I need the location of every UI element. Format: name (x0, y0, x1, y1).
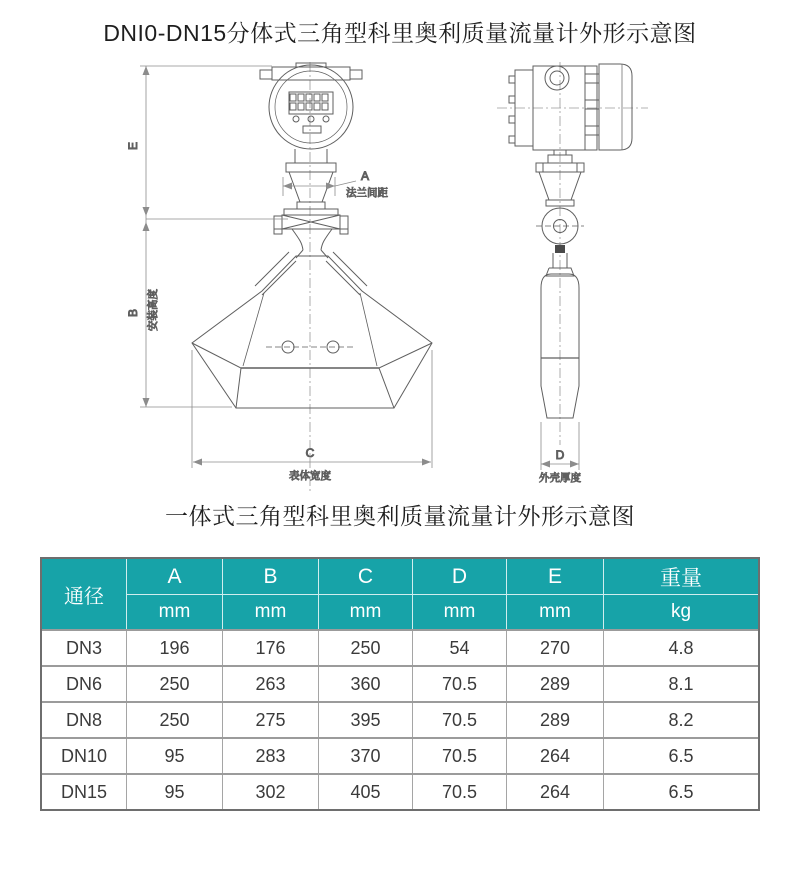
header-unit-weight: kg (603, 594, 758, 629)
table-row (42, 665, 758, 701)
front-view-drawing (126, 62, 432, 492)
header-cell-weight: 重量 (603, 559, 758, 594)
cell-b: 176 (222, 631, 318, 665)
cell-d: 70.5 (412, 739, 506, 773)
dim-c-note: 表体宽度 (289, 470, 331, 482)
page-title-top: DNI0-DN15分体式三角型科里奥利质量流量计外形示意图 (103, 20, 697, 46)
cell-b: 283 (222, 739, 318, 773)
table-row (42, 773, 758, 809)
cell-a: 250 (126, 703, 222, 737)
cell-a: 95 (126, 739, 222, 773)
cell-e: 289 (506, 703, 603, 737)
cell-weight: 8.2 (603, 703, 758, 737)
cell-d: 70.5 (412, 775, 506, 809)
cell-e: 264 (506, 739, 603, 773)
cell-c: 370 (318, 739, 412, 773)
cell-e: 270 (506, 631, 603, 665)
table-row (42, 629, 758, 665)
cell-c: 250 (318, 631, 412, 665)
flowmeter-outline-drawing (0, 55, 800, 500)
cell-size: DN3 (65, 637, 102, 658)
cell-size: DN8 (65, 709, 102, 730)
header-unit-c: mm (318, 594, 412, 629)
header-unit-a: mm (126, 594, 222, 629)
table-row (42, 701, 758, 737)
cell-e: 289 (506, 667, 603, 701)
cell-c: 395 (318, 703, 412, 737)
cell-e: 264 (506, 775, 603, 809)
dim-c-label: C (305, 446, 315, 460)
header-unit-d: mm (412, 594, 506, 629)
cell-a: 250 (126, 667, 222, 701)
cell-b: 275 (222, 703, 318, 737)
dim-b-note: 安装高度 (147, 289, 159, 331)
cell-size: DN10 (60, 745, 108, 766)
cell-weight: 8.1 (603, 667, 758, 701)
header-unit-b: mm (222, 594, 318, 629)
dim-a-note: 法兰间距 (346, 187, 388, 199)
table-header (42, 559, 758, 629)
header-cell-diameter: 通径 (64, 585, 104, 608)
cell-size: DN6 (65, 673, 102, 694)
dimension-spec-table (40, 557, 760, 811)
side-view-drawing (497, 62, 648, 484)
header-unit-e: mm (506, 594, 603, 629)
cell-d: 70.5 (412, 703, 506, 737)
cell-a: 196 (126, 631, 222, 665)
header-cell-a: A (126, 559, 222, 594)
cell-weight: 6.5 (603, 775, 758, 809)
cell-weight: 6.5 (603, 739, 758, 773)
dim-b-label: B (126, 308, 140, 318)
cell-b: 263 (222, 667, 318, 701)
header-cell-b: B (222, 559, 318, 594)
cell-d: 54 (412, 631, 506, 665)
header-cell-e: E (506, 559, 603, 594)
cell-a: 95 (126, 775, 222, 809)
table-row (42, 737, 758, 773)
dim-d-note: 外壳厚度 (539, 472, 581, 484)
cell-c: 360 (318, 667, 412, 701)
header-cell-d: D (412, 559, 506, 594)
cell-weight: 4.8 (603, 631, 758, 665)
page-title-bottom: 一体式三角型科里奥利质量流量计外形示意图 (165, 503, 635, 529)
cell-b: 302 (222, 775, 318, 809)
cell-c: 405 (318, 775, 412, 809)
header-cell-c: C (318, 559, 412, 594)
dim-e-label: E (126, 141, 140, 151)
dim-d-label: D (555, 448, 565, 462)
cell-d: 70.5 (412, 667, 506, 701)
dim-a-label: A (360, 169, 370, 183)
cell-size: DN15 (60, 781, 108, 802)
